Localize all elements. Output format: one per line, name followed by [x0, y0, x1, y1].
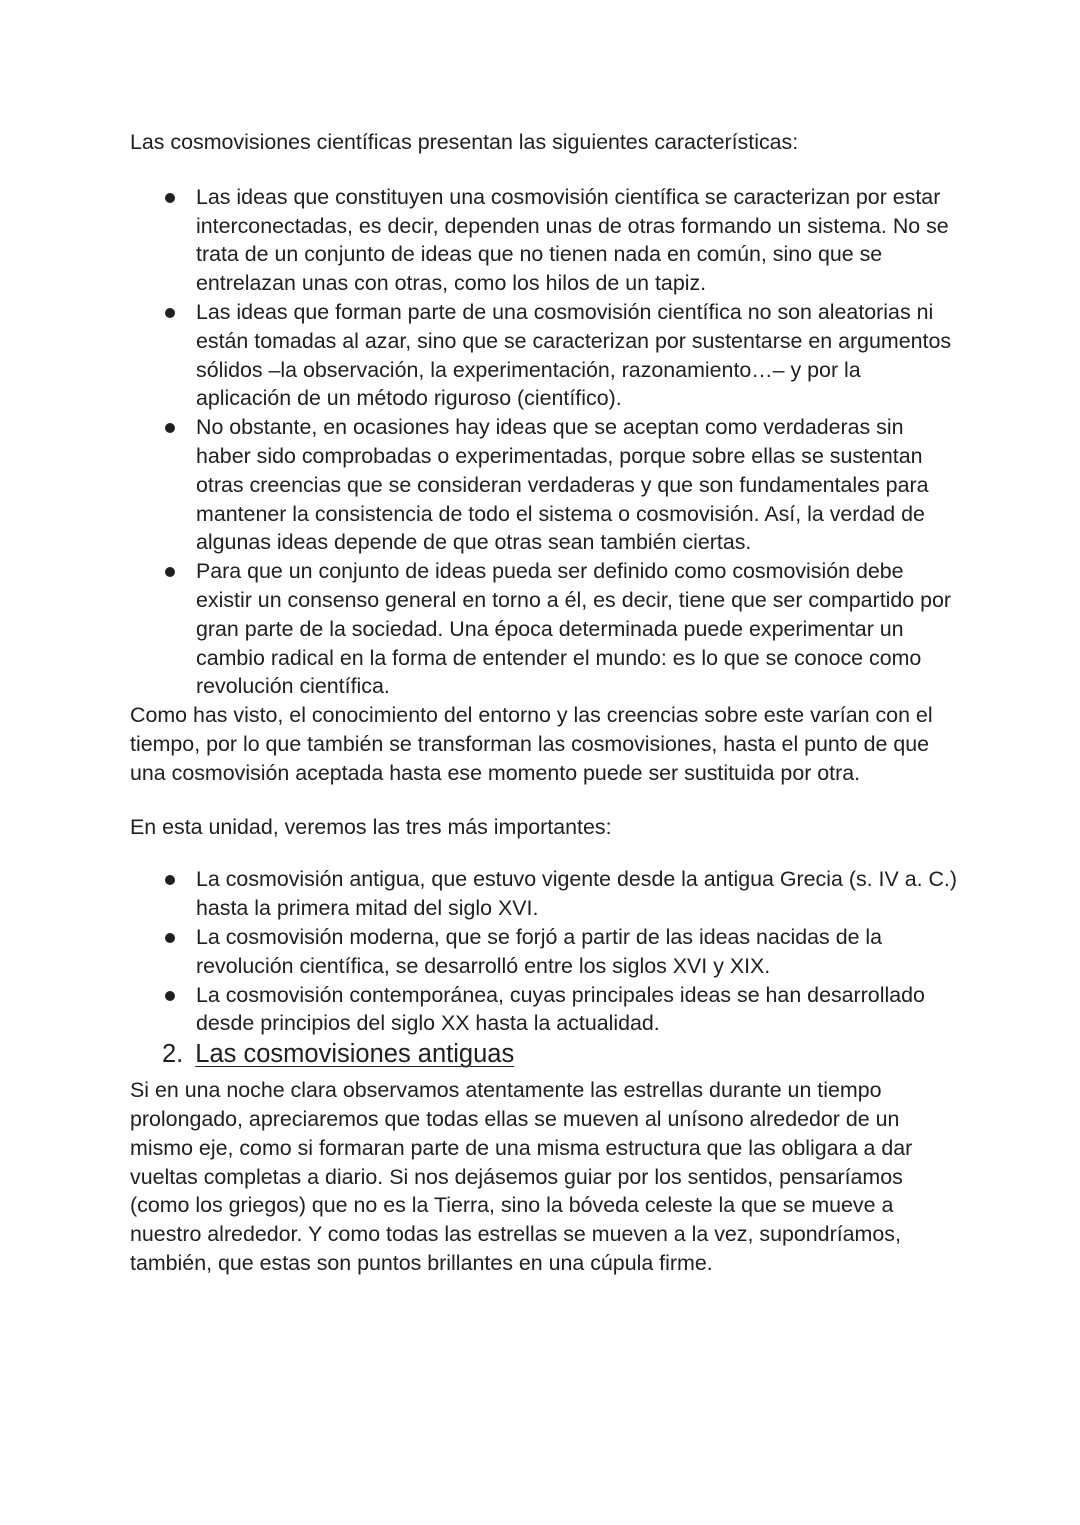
unit-paragraph: En esta unidad, veremos las tres más importantes:: [130, 814, 612, 839]
bullet-icon: [165, 423, 175, 433]
section-heading: [130, 1038, 960, 1070]
list-item: [130, 923, 960, 981]
bullet-icon: [165, 875, 175, 885]
characteristics-list: [130, 183, 960, 701]
bullet-icon: [165, 991, 175, 1001]
list-item-text: Las ideas que constituyen una cosmovisión científica se caracterizan por estar interconectadas, es decir, dependen unas de otras formando un sistema. No se trata de un conjunto de ideas que no tienen nada en común, sino que se entrelazan unas con otras, como los hilos de un tapiz.: [196, 184, 949, 296]
section-title: Las cosmovisiones antiguas: [195, 1040, 515, 1069]
list-item: [130, 298, 960, 413]
bullet-icon: [165, 308, 175, 318]
document-page: [130, 128, 960, 1278]
section-number: 2.: [162, 1040, 184, 1069]
section-paragraph: Si en una noche clara observamos atentamente las estrellas durante un tiempo prolongado, apreciaremos que todas ellas se mueven al unísono alrededor de un mismo eje, como si formaran parte de una misma estructura que las obligara a dar vueltas completas a diario. Si nos dejásemos guiar por los sentidos, pensaríamos (como los griegos) que no es la Tierra, sino la bóveda celeste la que se mueve a nuestro alrededor. Y como todas las estrellas se mueven a la vez, supondríamos, también, que estas son puntos brillantes en una cúpula firme.: [130, 1078, 913, 1275]
list-item-text: La cosmovisión contemporánea, cuyas principales ideas se han desarrollado desde principios del siglo XX hasta la actualidad.: [196, 982, 925, 1036]
list-item: [130, 183, 960, 298]
list-item: [130, 865, 960, 923]
list-item-text: Para que un conjunto de ideas pueda ser definido como cosmovisión debe existir un consenso general en torno a él, es decir, tiene que ser compartido por gran parte de la sociedad. Una época determinada puede experimentar un cambio radical en la forma de entender el mundo: es lo que se conoce como revolución científica.: [196, 559, 952, 699]
list-item-text: La cosmovisión moderna, que se forjó a partir de las ideas nacidas de la revolución científica, se desarrolló entre los siglos XVI y XIX.: [196, 924, 883, 978]
intro-paragraph: Las cosmovisiones científicas presentan las siguientes características:: [130, 130, 799, 154]
change-paragraph: Como has visto, el conocimiento del entorno y las creencias sobre este varían con el tiempo, por lo que también se transforman las cosmovisiones, hasta el punto de que una cosmovisión aceptada hasta ese momento puede ser sustituida por otra.: [130, 703, 933, 785]
list-item-text: La cosmovisión antigua, que estuvo vigente desde la antigua Grecia (s. IV a. C.) hasta la primera mitad del siglo XVI.: [196, 867, 957, 921]
list-item: [130, 413, 960, 557]
list-item-text: Las ideas que forman parte de una cosmovisión científica no son aleatorias ni están tomadas al azar, sino que se caracterizan por sustentarse en argumentos sólidos –la observación, la experimentación, razonamiento…– y por la aplicación de un método riguroso (científico).: [196, 299, 952, 411]
list-item: [130, 557, 960, 701]
worldviews-list: [130, 865, 960, 1038]
list-item-text: No obstante, en ocasiones hay ideas que se aceptan como verdaderas sin haber sido comprobadas o experimentadas, porque sobre ellas se sustentan otras creencias que se consideran verdaderas y que son fundamentales para mantener la consistencia de todo el sistema o cosmovisión. Así, la verdad de algunas ideas depende de que otras sean también ciertas.: [196, 415, 929, 555]
bullet-icon: [165, 193, 175, 203]
bullet-icon: [165, 933, 175, 943]
list-item: [130, 981, 960, 1039]
bullet-icon: [165, 567, 175, 577]
